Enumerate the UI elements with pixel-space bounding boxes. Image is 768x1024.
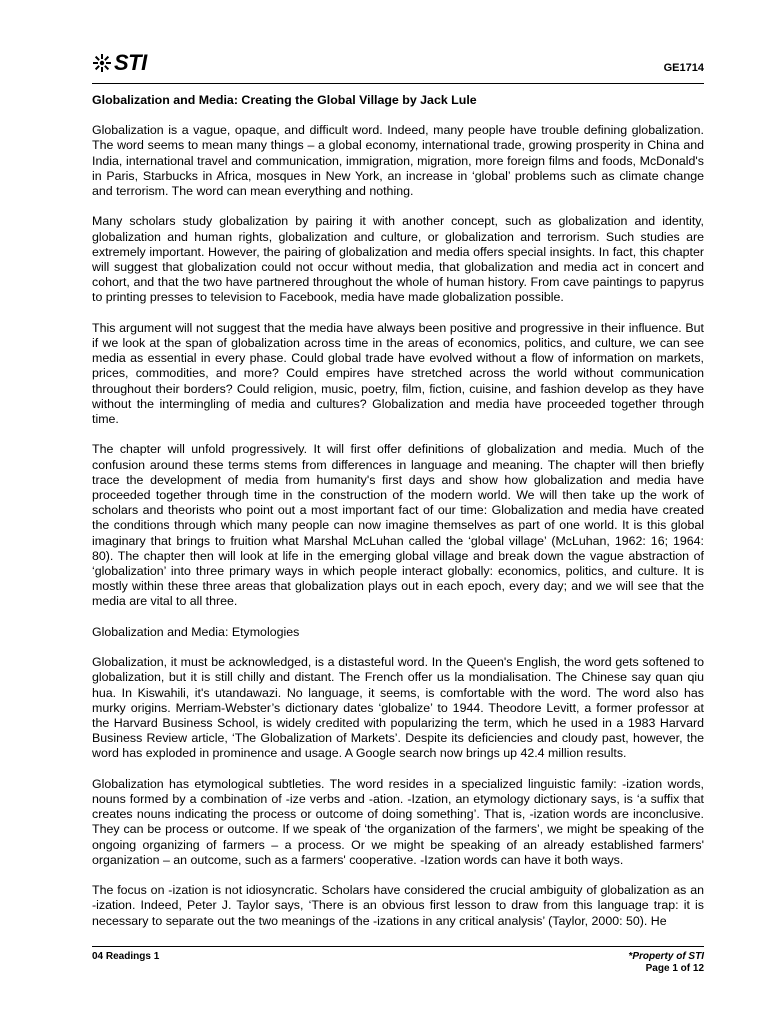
paragraph-6: Globalization has etymological subtleties. The word resides in a specialized linguistic family: -ization words, nouns formed by a combination of -ize verbs and -ation. -Ization, an etymology dictionary says, is ‘a suffix that creates nouns indicating the process or outcome of doing something’. That is, -ization words are inconclusive. They can be process or outcome. If we speak of ‘the organization of the farmers’, we might be speaking of the ongoing organizing of farmers – a process. Or we might be speaking of an already established farmers' organization – an outcome, such as a farmers' cooperative. -Ization words can have it both ways. bbox=[92, 776, 704, 867]
page-number: Page 1 of 12 bbox=[645, 963, 704, 974]
sti-logo-text: STI bbox=[114, 50, 147, 75]
property-notice: *Property of STI bbox=[628, 951, 704, 962]
page-header bbox=[92, 48, 704, 80]
paragraph-7: The focus on -ization is not idiosyncratic. Scholars have considered the crucial ambiguity of globalization as an -ization. Indeed, Peter J. Taylor says, ‘There is an obvious first lesson to draw from this language trap: it is necessary to separate out the two meanings of the -izations in any critical analysis’ (Taylor, 2000: 50). He bbox=[92, 883, 704, 928]
paragraph-2: Many scholars study globalization by pairing it with another concept, such as globalization and identity, globalization and human rights, globalization and culture, or globalization and terrorism. Such studies are extremely important. However, the pairing of globalization and media offers special insights. In fact, this chapter will suggest that globalization could not occur without media, that globalization and media act in concert and cohort, and that the two have partnered throughout the whole of human history. From cave paintings to papyrus to printing presses to television to Facebook, media have made globalization possible. bbox=[92, 214, 704, 305]
document-title: Globalization and Media: Creating the Global Village by Jack Lule bbox=[92, 93, 477, 107]
header-divider bbox=[92, 83, 704, 84]
paragraph-5: Globalization, it must be acknowledged, is a distasteful word. In the Queen's English, the word gets softened to globalization, but it is still chilly and distant. The French offer us la mondialisation. The Chinese say quan qiu hua. In Kiswahili, it's utandawazi. No language, it seems, is comfortable with the word. The word also has murky origins. Merriam-Webster’s dictionary dates ‘globalize’ to 1944. Theodore Levitt, a former professor at the Harvard Business School, is widely credited with popularizing the term, which he used in a 1983 Harvard Business Review article, ‘The Globalization of Markets’. Despite its deficiencies and cloudy past, however, the word has exploded in prominence and usage. A Google search now brings up 42.4 million results. bbox=[92, 655, 704, 761]
sti-logo-mark-icon bbox=[92, 53, 112, 73]
section-heading: Globalization and Media: Etymologies bbox=[92, 624, 300, 639]
footer-right bbox=[628, 951, 704, 975]
document-code: GE1714 bbox=[663, 62, 704, 74]
paragraph-4: The chapter will unfold progressively. It will first offer definitions of globalization and media. Much of the confusion around these terms stems from differences in language and meaning. The chapter will then briefly trace the development of media from humanity's first days and show how globalization and media have proceeded together through time in the construction of the modern world. We will then take up the work of scholars and theorists who point out a most important fact of our time: Globalization and media have created the conditions through which many people can now imagine themselves as part of one world. It is this global imaginary that brings to fruition what Marshal McLuhan called the ‘global village’ (McLuhan, 1962: 16; 1964: 80). The chapter then will look at life in the emerging global village and break down the vague abstraction of ‘globalization’ into three primary ways in which people interact globally: economics, politics, and culture. It is mostly within these three areas that globalization plays out in each epoch, every day; and we will see that the media are vital to all three. bbox=[92, 442, 704, 609]
sti-logo bbox=[92, 52, 147, 74]
footer-divider bbox=[92, 946, 704, 947]
footer-course-label: 04 Readings 1 bbox=[92, 951, 160, 962]
document-body bbox=[92, 93, 704, 944]
paragraph-3: This argument will not suggest that the media have always been positive and progressive in their influence. But if we look at the span of globalization across time in the areas of economics, politics, and culture, we can see media as essential in every phase. Could global trade have evolved without a flow of information on markets, prices, commodities, and more? Could empires have stretched across the world without communication throughout their borders? Could religion, music, poetry, film, fiction, cuisine, and fashion develop as they have without the intermingling of media and cultures? Globalization and media have proceeded together through time. bbox=[92, 320, 704, 427]
paragraph-1: Globalization is a vague, opaque, and difficult word. Indeed, many people have trouble defining globalization. The word seems to mean many things – a global economy, international trade, growing prosperity in China and India, international travel and communication, immigration, migration, more foreign films and foods, McDonald's in Paris, Starbucks in Africa, mosques in New York, an increase in ‘global’ problems such as climate change and terrorism. The word can mean everything and nothing. bbox=[92, 123, 704, 199]
